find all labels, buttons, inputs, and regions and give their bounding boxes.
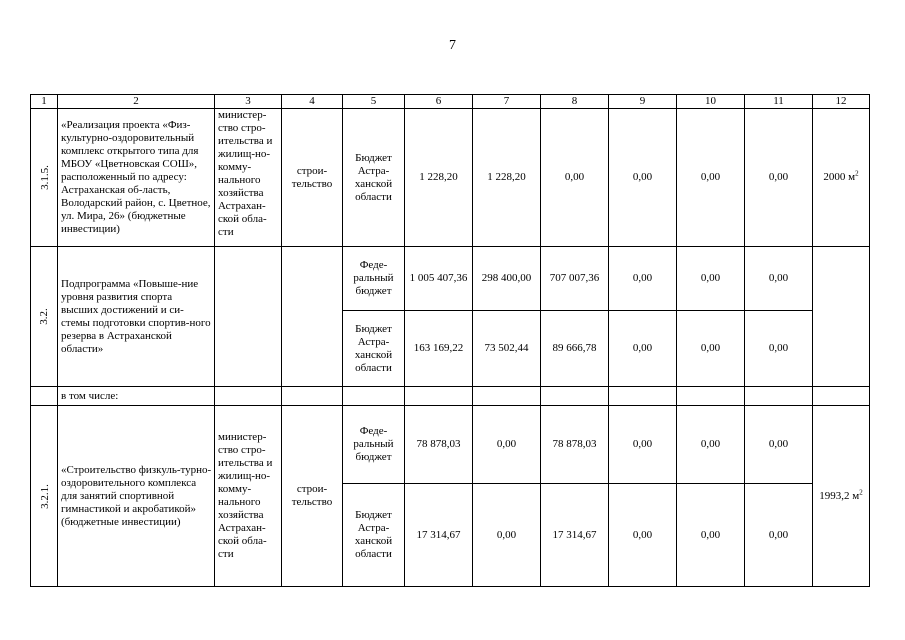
empty-cell xyxy=(282,387,343,406)
column-header: 5 xyxy=(343,95,405,109)
item-name-cell: Подпрограмма «Повыше-ние уровня развития спорта высших достижений и си-стемы подготовки спортив-ного резерва в Астраханской области» xyxy=(58,247,215,387)
value-cell: 0,00 xyxy=(677,109,745,247)
empty-cell xyxy=(473,387,541,406)
work-type-cell: строи-тельство xyxy=(282,406,343,587)
column-header: 7 xyxy=(473,95,541,109)
table-row xyxy=(31,387,870,406)
value-cell: 0,00 xyxy=(541,109,609,247)
empty-cell xyxy=(609,387,677,406)
column-header: 9 xyxy=(609,95,677,109)
value-cell: 298 400,00 xyxy=(473,247,541,311)
funding-source-cell: Бюджет Астра-ханской области xyxy=(343,311,405,387)
column-header: 2 xyxy=(58,95,215,109)
value-cell: 0,00 xyxy=(745,406,813,484)
row-number-cell xyxy=(31,247,58,387)
value-cell: 1 228,20 xyxy=(405,109,473,247)
item-name-cell: «Реализация проекта «Физ-культурно-оздоровительный комплекс открытого типа для МБОУ «Цветновская СОШ», расположенный по адресу: Астраханская об-ласть, Володарский район, с. Цветное, ул. Мира, 26» (бюджетные инвестиции) xyxy=(58,109,215,247)
value-cell: 1 228,20 xyxy=(473,109,541,247)
value-cell: 89 666,78 xyxy=(541,311,609,387)
value-cell: 17 314,67 xyxy=(541,484,609,587)
column-header: 11 xyxy=(745,95,813,109)
value-cell: 0,00 xyxy=(609,484,677,587)
column-header: 6 xyxy=(405,95,473,109)
area-cell xyxy=(813,109,870,247)
value-cell: 0,00 xyxy=(677,484,745,587)
executor-cell: министер-ство стро-ительства и жилищ-но-комму-нального хозяйства Астрахан-ской обла-сти xyxy=(215,406,282,587)
table-row xyxy=(31,406,870,484)
item-name-cell: «Строительство физкуль-турно-оздоровительного комплекса для занятий спортивной гимнастикой и акробатикой» (бюджетные инвестиции) xyxy=(58,406,215,587)
value-cell: 0,00 xyxy=(745,109,813,247)
funding-source-cell: Бюджет Астра-ханской области xyxy=(343,109,405,247)
value-cell: 0,00 xyxy=(745,484,813,587)
value-cell: 0,00 xyxy=(609,109,677,247)
value-cell: 0,00 xyxy=(677,311,745,387)
area-unit-exponent: 2 xyxy=(855,169,859,178)
column-header-row xyxy=(31,95,870,109)
value-cell: 0,00 xyxy=(609,247,677,311)
row-number-cell xyxy=(31,387,58,406)
value-cell: 17 314,67 xyxy=(405,484,473,587)
row-number: 3.1.5. xyxy=(38,165,51,190)
column-header: 1 xyxy=(31,95,58,109)
funding-source-cell: Феде-ральный бюджет xyxy=(343,247,405,311)
empty-cell xyxy=(813,387,870,406)
funding-source-cell: Бюджет Астра-ханской области xyxy=(343,484,405,587)
value-cell: 78 878,03 xyxy=(405,406,473,484)
value-cell: 0,00 xyxy=(745,311,813,387)
empty-cell xyxy=(405,387,473,406)
executor-cell xyxy=(215,247,282,387)
value-cell: 0,00 xyxy=(473,484,541,587)
funding-source-cell: Феде-ральный бюджет xyxy=(343,406,405,484)
row-number: 3.2.1. xyxy=(38,483,51,509)
work-type-cell xyxy=(282,247,343,387)
empty-cell xyxy=(745,387,813,406)
table-row xyxy=(31,109,870,247)
empty-cell xyxy=(677,387,745,406)
column-header: 8 xyxy=(541,95,609,109)
row-number-cell xyxy=(31,406,58,587)
value-cell: 0,00 xyxy=(677,406,745,484)
area-value: 1993,2 м xyxy=(819,489,860,502)
value-cell: 1 005 407,36 xyxy=(405,247,473,311)
empty-cell xyxy=(541,387,609,406)
column-header: 3 xyxy=(215,95,282,109)
including-label: в том числе: xyxy=(58,387,215,406)
value-cell: 707 007,36 xyxy=(541,247,609,311)
value-cell: 78 878,03 xyxy=(541,406,609,484)
empty-cell xyxy=(215,387,282,406)
column-header: 4 xyxy=(282,95,343,109)
empty-cell xyxy=(343,387,405,406)
row-number: 3.2. xyxy=(37,308,50,325)
work-type-cell: строи-тельство xyxy=(282,109,343,247)
column-header: 12 xyxy=(813,95,870,109)
row-number-cell xyxy=(31,109,58,247)
area-cell xyxy=(813,406,870,587)
value-cell: 73 502,44 xyxy=(473,311,541,387)
value-cell: 0,00 xyxy=(677,247,745,311)
value-cell: 163 169,22 xyxy=(405,311,473,387)
area-cell xyxy=(813,247,870,387)
page-number: 7 xyxy=(449,38,456,53)
value-cell: 0,00 xyxy=(745,247,813,311)
table-row xyxy=(31,247,870,311)
column-header: 10 xyxy=(677,95,745,109)
area-value: 2000 м xyxy=(823,171,856,183)
value-cell: 0,00 xyxy=(609,311,677,387)
area-unit-exponent: 2 xyxy=(859,487,863,496)
executor-cell: министер-ство стро-ительства и жилищ-но-комму-нального хозяйства Астрахан-ской обла-сти xyxy=(215,109,282,247)
budget-table xyxy=(30,94,870,587)
value-cell: 0,00 xyxy=(609,406,677,484)
value-cell: 0,00 xyxy=(473,406,541,484)
